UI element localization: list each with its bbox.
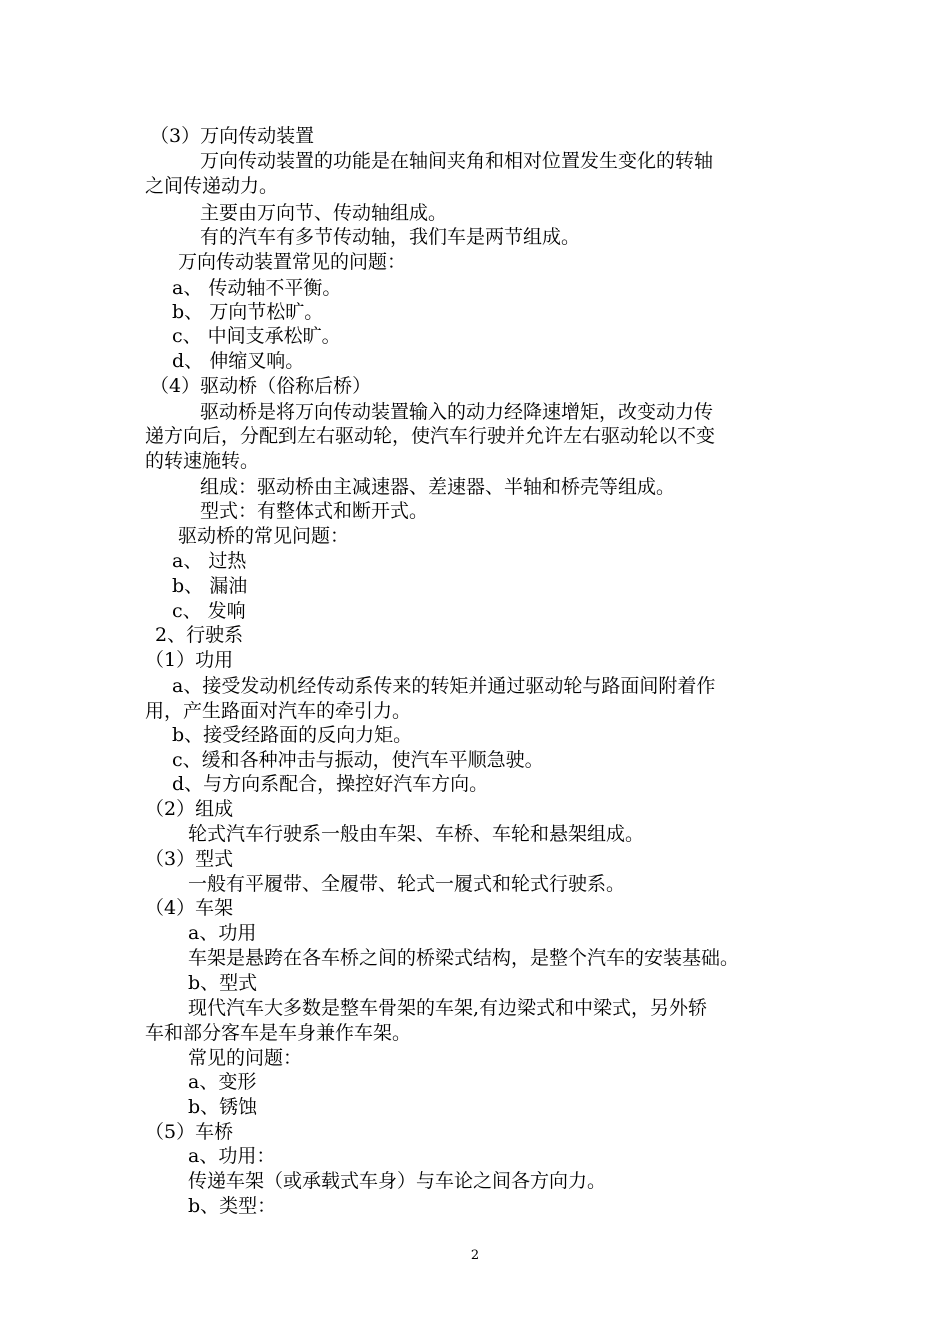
text-line: c、缓和各种冲击与振动，使汽车平顺急驶。 xyxy=(172,749,544,771)
text-line: 驱动桥的常见问题： xyxy=(178,525,350,547)
text-line: b、型式 xyxy=(188,972,258,994)
text-line: 主要由万向节、传动轴组成。 xyxy=(200,202,448,224)
text-line: 有的汽车有多节传动轴，我们车是两节组成。 xyxy=(200,226,581,248)
text-line: c、 发响 xyxy=(172,600,246,622)
text-line: a、变形 xyxy=(188,1071,257,1093)
text-line: 驱动桥是将万向传动装置输入的动力经降速增矩，改变动力传 xyxy=(200,401,714,423)
text-line: 一般有平履带、全履带、轮式一履式和轮式行驶系。 xyxy=(188,873,626,895)
text-line: 万向传动装置的功能是在轴间夹角和相对位置发生变化的转轴 xyxy=(200,150,714,172)
text-line: 递方向后，分配到左右驱动轮，使汽车行驶并允许左右驱动轮以不变 xyxy=(145,425,716,447)
text-line: 轮式汽车行驶系一般由车架、车桥、车轮和悬架组成。 xyxy=(188,823,645,845)
text-line: a、接受发动机经传动系传来的转矩并通过驱动轮与路面间附着作 xyxy=(172,675,716,697)
text-line: 车架是悬跨在各车桥之间的桥梁式结构，是整个汽车的安装基础。 xyxy=(188,947,740,969)
text-line: b、类型： xyxy=(188,1195,277,1217)
text-line: b、锈蚀 xyxy=(188,1096,258,1118)
text-line: b、接受经路面的反向力矩。 xyxy=(172,724,413,746)
text-line: 车和部分客车是车身兼作车架。 xyxy=(145,1022,412,1044)
text-line: 之间传递动力。 xyxy=(145,175,279,197)
page-number: 2 xyxy=(470,1248,480,1263)
text-line: （2）组成 xyxy=(145,798,234,820)
text-line: 现代汽车大多数是整车骨架的车架,有边梁式和中梁式，另外轿 xyxy=(188,997,708,1019)
text-line: d、 伸缩叉响。 xyxy=(172,350,305,372)
text-line: 2、行驶系 xyxy=(155,624,244,646)
text-line: 常见的问题： xyxy=(188,1047,303,1069)
text-line: 万向传动装置常见的问题： xyxy=(178,251,407,273)
text-line: （3）型式 xyxy=(145,848,234,870)
text-line: 传递车架（或承载式车身）与车论之间各方向力。 xyxy=(188,1170,607,1192)
text-line: a、功用： xyxy=(188,1145,276,1167)
text-line: 组成：驱动桥由主减速器、差速器、半轴和桥壳等组成。 xyxy=(200,476,676,498)
text-line: （4）车架 xyxy=(145,897,234,919)
text-line: b、 万向节松旷。 xyxy=(172,301,324,323)
text-line: （5）车桥 xyxy=(145,1121,234,1143)
text-line: （4）驱动桥（俗称后桥） xyxy=(150,375,372,397)
text-line: d、与方向系配合，操控好汽车方向。 xyxy=(172,773,489,795)
text-line: c、 中间支承松旷。 xyxy=(172,325,341,347)
text-line: a、 传动轴不平衡。 xyxy=(172,277,342,299)
text-line: 型式：有整体式和断开式。 xyxy=(200,500,429,522)
text-line: a、功用 xyxy=(188,922,257,944)
text-line: b、 漏油 xyxy=(172,575,248,597)
text-line: （1）功用 xyxy=(145,649,234,671)
text-line: a、 过热 xyxy=(172,550,247,572)
text-line: 的转速施转。 xyxy=(145,450,260,472)
text-line: （3）万向传动装置 xyxy=(150,125,315,147)
text-line: 用，产生路面对汽车的牵引力。 xyxy=(145,700,412,722)
